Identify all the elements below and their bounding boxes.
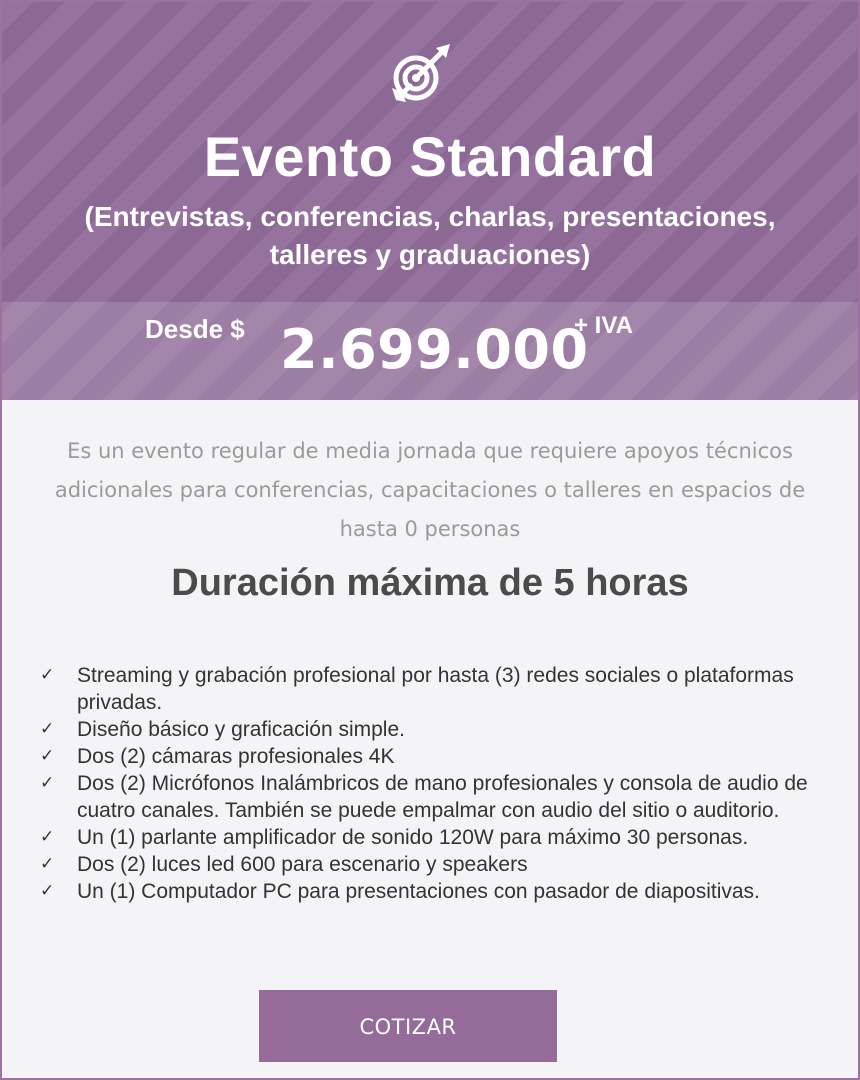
feature-item — [40, 662, 840, 716]
check-icon: ✓ — [40, 854, 55, 874]
feature-text: Streaming y grabación profesional por hasta (3) redes sociales o plataformas privadas. — [77, 664, 794, 714]
feature-item — [40, 878, 840, 905]
check-icon: ✓ — [40, 665, 55, 685]
price-value: 2.699.000 — [280, 318, 589, 381]
feature-item — [40, 743, 840, 770]
duration-heading: Duración máxima de 5 horas — [171, 562, 689, 604]
pricing-header — [2, 2, 858, 400]
feature-list — [40, 662, 840, 905]
plan-description: Es un evento regular de media jornada que requiere apoyos técnicos adicionales para conferencias, capacitaciones o talleres en espacios de hasta 0 personas — [54, 439, 806, 541]
quote-button[interactable]: COTIZAR — [259, 990, 557, 1062]
feature-item — [40, 716, 840, 743]
price-from-label: Desde $ — [145, 314, 245, 344]
check-icon: ✓ — [40, 773, 55, 793]
check-icon: ✓ — [40, 719, 55, 739]
check-icon: ✓ — [40, 827, 55, 847]
feature-item — [40, 770, 840, 824]
feature-text: Dos (2) Micrófonos Inalámbricos de mano profesionales y consola de audio de cuatro canales. También se puede empalmar con audio del sitio o auditorio. — [77, 772, 808, 822]
feature-item — [40, 824, 840, 851]
feature-text: Un (1) parlante amplificador de sonido 120W para máximo 30 personas. — [77, 826, 749, 849]
feature-text: Diseño básico y graficación simple. — [77, 718, 405, 741]
feature-text: Un (1) Computador PC para presentaciones con pasador de diapositivas. — [77, 880, 760, 903]
price-band — [2, 302, 858, 400]
check-icon: ✓ — [40, 881, 55, 901]
plan-subtitle: (Entrevistas, conferencias, charlas, presentaciones, talleres y graduaciones) — [84, 201, 776, 270]
feature-text: Dos (2) cámaras profesionales 4K — [77, 745, 395, 768]
plan-title: Evento Standard — [203, 125, 657, 188]
price-tax-label: + IVA — [574, 312, 633, 339]
check-icon: ✓ — [40, 746, 55, 766]
target-arrow-icon — [388, 42, 454, 108]
feature-item — [40, 851, 840, 878]
feature-text: Dos (2) luces led 600 para escenario y speakers — [77, 853, 528, 876]
